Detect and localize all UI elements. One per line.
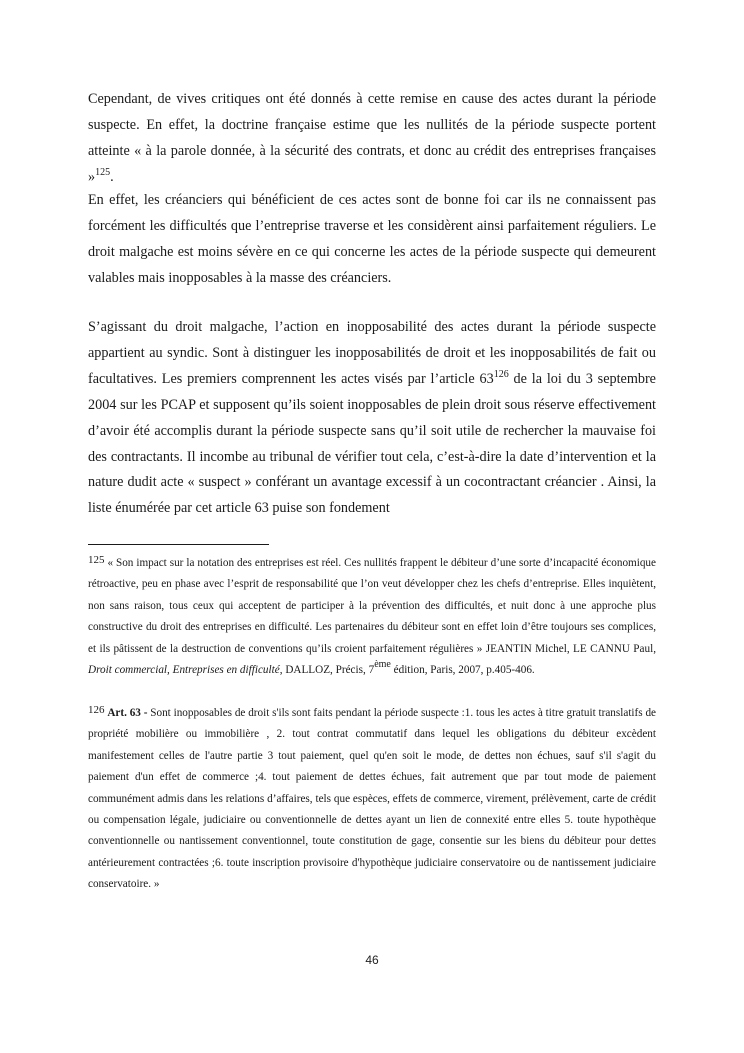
footnote-126: [88, 700, 656, 896]
citation-tail: édition, Paris, 2007, p.405-406.: [390, 664, 535, 677]
paragraph-droit-malgache: [88, 315, 656, 522]
article-heading: Art. 63 -: [107, 707, 148, 719]
footnote-ref-126[interactable]: 126: [493, 368, 509, 380]
paragraph-critiques: [88, 87, 656, 191]
footnote-ref-125[interactable]: 125: [95, 166, 111, 178]
footnote-125: [88, 550, 656, 681]
paragraph-text: En effet, les créanciers qui bénéficient de ces actes sont de bonne foi car ils ne connaissent pas forcément les difficultés que l’entreprise traverse et les considèrent ainsi parfaitement réguliers. Le droit malgache est moins sévère en ce qui concerne les actes de la période suspecte qui demeurent valables mais inopposables à la masse des créanciers.: [88, 192, 656, 286]
edition-superscript: ème: [374, 659, 391, 671]
page-number: 46: [365, 953, 379, 967]
footnote-number: 125: [88, 554, 105, 566]
paragraph-creanciers: [88, 188, 656, 292]
publisher-text: , DALLOZ, Précis, 7: [279, 664, 375, 677]
book-title: Droit commercial, Entreprises en difficulté: [88, 664, 280, 677]
paragraph-text: S’agissant du droit malgache, l’action en inopposabilité des actes durant la période suspecte appartient au syndic. Sont à distinguer les inopposabilités de droit et les inopposabilités de fait ou facultatives. Les premiers comprennent les actes visés par l’article 63: [88, 319, 656, 387]
footnote-number: 126: [88, 704, 105, 716]
paragraph-text-continued: de la loi du 3 septembre 2004 sur les PCAP et supposent qu’ils soient inopposables de plein droit sous réserve effectivement d’avoir été accomplis durant la période suspecte sans qu’il soit utile de rechercher la mauvaise foi des contractants. Il incombe au tribunal de vérifier tout cela, c’est-à-dire la date d’intervention et la nature dudit acte « suspect » conférant un avantage excessif à un cocontractant créancier . Ainsi, la liste énumérée par cet article 63 puise son fondement: [88, 370, 656, 517]
paragraph-text: Cependant, de vives critiques ont été donnés à cette remise en cause des actes durant la période suspecte. En effet, la doctrine française estime que les nullités de la période suspecte portent atteinte « à la parole donnée, à la sécurité des contrats, et donc au crédit des entreprises françaises »: [88, 91, 656, 185]
footnote-text: « Son impact sur la notation des entreprises est réel. Ces nullités frappent le débiteur d’une sorte d’incapacité économique rétroactive, peu en phase avec l’esprit de responsabilité que l’on veut développer chez les chefs d’entreprise. Elles inquiètent, non sans raison, tous ceux qui acceptent de participer à la prévention des difficultés, et nuit donc à une approche plus constructive du droit des entreprises en difficulté. Les partenaires du débiteur sont en effet loin d’être toujours ses complices, et ils pâtissent de la destruction de conventions qu’ils croient parfaitement régulières » JEANTIN Michel, LE CANNU Paul,: [88, 557, 656, 655]
paragraph-text-end: .: [110, 168, 114, 185]
footnote-separator: [88, 544, 269, 545]
footnote-text: Sont inopposables de droit s'ils sont faits pendant la période suspecte :1. tous les actes à titre gratuit translatifs de propriété mobilière ou immobilière , 2. tout contrat commutatif dans lequel les obligations du débiteur excèdent manifestement celles de l'autre partie 3 tout paiement, quel qu'en soit le mode, de dettes non échues, sauf s'il s'agit du paiement d'un effet de commerce ;4. tout paiement de dettes échues, fait autrement que par tout mode de paiement communément admis dans les relations d’affaires, tels que espèces, effets de commerce, virement, prélèvement, carte de crédit ou compensation légale, judiciaire ou conventionnelle de dettes ayant un lien de connexité entre elles 5. toute hypothèque conventionnelle ou nantissement conventionnel, toute constitution de gage, consentie sur les biens du débiteur pour dettes antérieurement contractées ;6. toute inscription provisoire d'hypothèque judiciaire conservatoire ou de nantissement judiciaire conservatoire. »: [88, 707, 657, 891]
